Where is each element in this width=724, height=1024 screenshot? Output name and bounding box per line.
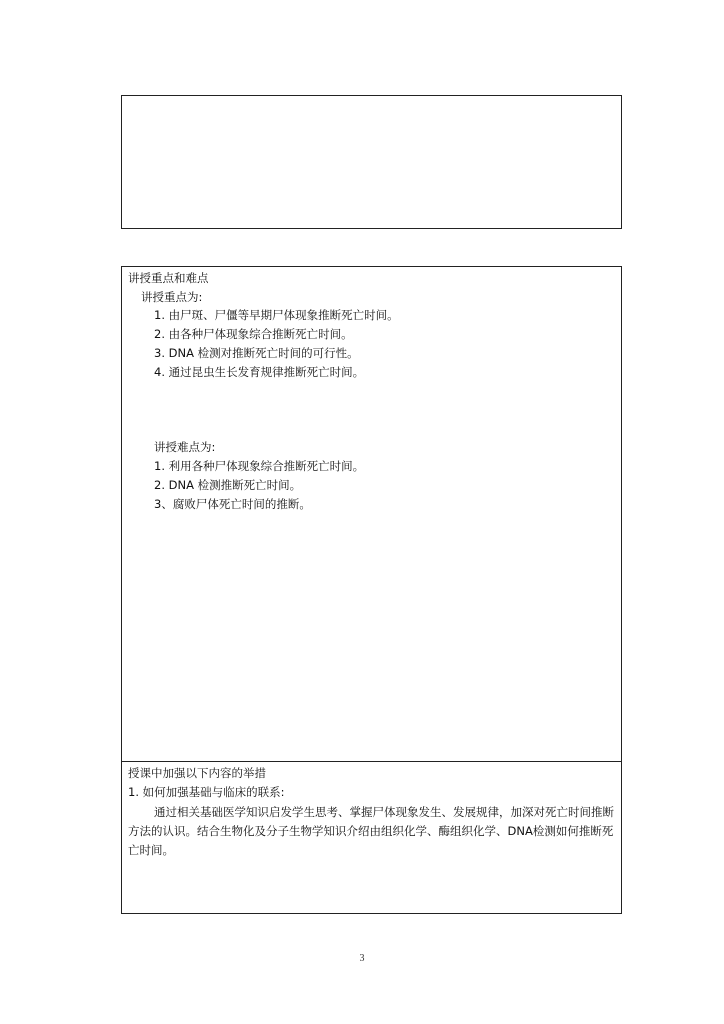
content-table bbox=[121, 266, 622, 914]
section-heading-measures: 授课中加强以下内容的举措 bbox=[128, 766, 266, 780]
page-number: 3 bbox=[359, 953, 365, 964]
key-point-item: 4. 通过昆虫生长发育规律推断死亡时间。 bbox=[154, 365, 365, 379]
key-point-item: 2. 由各种尸体现象综合推断死亡时间。 bbox=[154, 327, 353, 341]
key-point-item: 1. 由尸斑、尸僵等早期尸体现象推断死亡时间。 bbox=[154, 308, 399, 322]
difficult-point-item: 1. 利用各种尸体现象综合推断死亡时间。 bbox=[154, 459, 365, 473]
section-heading-key-difficult: 讲授重点和难点 bbox=[128, 271, 209, 285]
difficult-point-item: 3、腐败尸体死亡时间的推断。 bbox=[154, 497, 311, 511]
key-point-item: 3. DNA 检测对推断死亡时间的可行性。 bbox=[154, 346, 359, 360]
measure-item-title: 1. 如何加强基础与临床的联系: bbox=[128, 785, 285, 799]
difficult-point-item: 2. DNA 检测推断死亡时间。 bbox=[154, 478, 302, 492]
measure-paragraph bbox=[128, 803, 616, 860]
difficult-points-title: 讲授难点为: bbox=[154, 440, 216, 454]
table-row-divider bbox=[122, 761, 621, 762]
measure-paragraph-text: 通过相关基础医学知识启发学生思考、掌握尸体现象发生、发展规律，加深对死亡时间推断方法的认识。结合生物化及分子生物学知识介绍由组织化学、酶组织化学、DNA检测如何推断死亡时间。 bbox=[128, 805, 614, 857]
empty-table-cell bbox=[121, 95, 622, 229]
key-points-title: 讲授重点为: bbox=[141, 290, 203, 304]
